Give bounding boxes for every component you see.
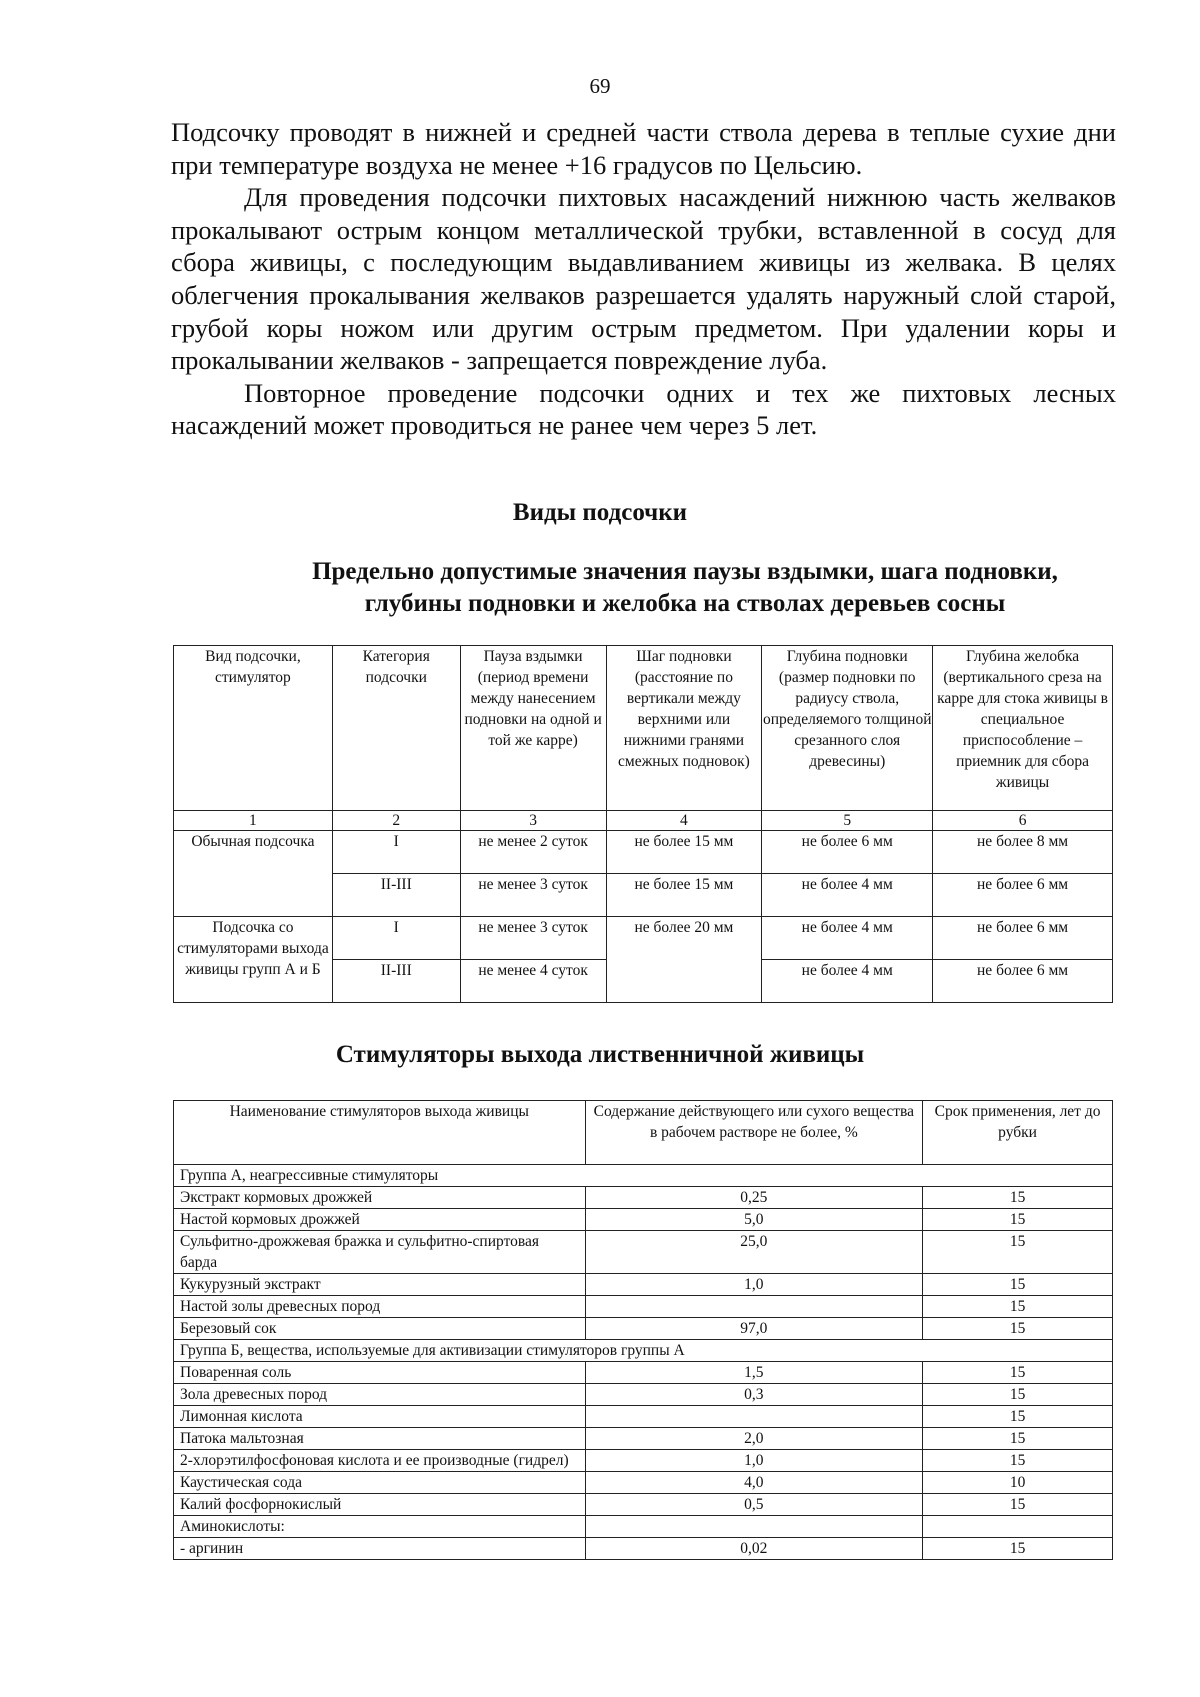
content-value: 0,25 xyxy=(585,1187,923,1209)
table-row xyxy=(174,917,1113,960)
stimulator-name: Патока мальтозная xyxy=(174,1428,586,1450)
depth-cell: не более 4 мм xyxy=(762,917,933,960)
term-value: 15 xyxy=(923,1274,1113,1296)
column-number: 3 xyxy=(460,811,606,831)
header-cell: Срок применения, лет до рубки xyxy=(923,1101,1113,1165)
stimulator-name: Аминокислоты: xyxy=(174,1516,586,1538)
header-cell: Категория подсочки xyxy=(332,646,460,811)
groove-cell: не более 6 мм xyxy=(933,874,1113,917)
group-label: Группа Б, вещества, используемые для активизации стимуляторов группы А xyxy=(174,1340,1113,1362)
step-cell: не более 20 мм xyxy=(606,917,762,1003)
content-value: 0,5 xyxy=(585,1494,923,1516)
table-header-row xyxy=(174,1101,1113,1165)
column-number: 5 xyxy=(762,811,933,831)
term-value xyxy=(923,1516,1113,1538)
table-row xyxy=(174,1494,1113,1516)
table-row xyxy=(174,1384,1113,1406)
group-row xyxy=(174,1340,1113,1362)
group-label: Группа А, неагрессивные стимуляторы xyxy=(174,1165,1113,1187)
pause-cell: не менее 2 суток xyxy=(460,831,606,874)
tapping-type-cell: Подсочка со стимуляторами выхода живицы групп А и Б xyxy=(174,917,333,1003)
group-row xyxy=(174,1165,1113,1187)
stimulator-name: - аргинин xyxy=(174,1538,586,1560)
stimulator-name: Зола древесных пород xyxy=(174,1384,586,1406)
stimulator-name: 2-хлорэтилфосфоновая кислота и ее производные (гидрел) xyxy=(174,1450,586,1472)
table-row xyxy=(174,1209,1113,1231)
step-cell: не более 15 мм xyxy=(606,874,762,917)
table-row xyxy=(174,1274,1113,1296)
content-value: 0,02 xyxy=(585,1538,923,1560)
column-number: 2 xyxy=(332,811,460,831)
header-cell: Содержание действующего или сухого вещества в рабочем растворе не более, % xyxy=(585,1101,923,1165)
category-cell: II-III xyxy=(332,960,460,1003)
header-cell: Глубина желобка (вертикального среза на карре для стока живицы в специальное приспособление – приемник для сбора живицы xyxy=(933,646,1113,811)
table-row xyxy=(174,1231,1113,1274)
term-value: 15 xyxy=(923,1384,1113,1406)
page-number: 69 xyxy=(589,74,611,98)
stimulator-name: Березовый сок xyxy=(174,1318,586,1340)
term-value: 15 xyxy=(923,1209,1113,1231)
table-row xyxy=(174,1450,1113,1472)
stimulator-name: Сульфитно-дрожжевая бражка и сульфитно-спиртовая барда xyxy=(174,1231,586,1274)
table-row xyxy=(174,831,1113,874)
content-value: 5,0 xyxy=(585,1209,923,1231)
paragraph: Подсочку проводят в нижней и средней части ствола дерева в теплые сухие дни при температуре воздуха не менее +16 градусов по Цельсию. xyxy=(171,117,1116,180)
term-value: 15 xyxy=(923,1450,1113,1472)
table2-title: Стимуляторы выхода лиственничной живицы xyxy=(335,1041,865,1068)
content-value: 25,0 xyxy=(585,1231,923,1274)
category-cell: II-III xyxy=(332,874,460,917)
pause-cell: не менее 3 суток xyxy=(460,917,606,960)
column-number: 1 xyxy=(174,811,333,831)
column-number: 4 xyxy=(606,811,762,831)
stimulators-table xyxy=(173,1100,1113,1560)
pause-cell: не менее 4 суток xyxy=(460,960,606,1003)
table-row xyxy=(174,1516,1113,1538)
term-value: 10 xyxy=(923,1472,1113,1494)
content-value xyxy=(585,1406,923,1428)
table-row xyxy=(174,1406,1113,1428)
content-value: 1,5 xyxy=(585,1362,923,1384)
body-text xyxy=(171,116,1116,442)
content-value: 0,3 xyxy=(585,1384,923,1406)
term-value: 15 xyxy=(923,1494,1113,1516)
tapping-limits-table xyxy=(173,645,1113,1003)
category-cell: I xyxy=(332,917,460,960)
groove-cell: не более 6 мм xyxy=(933,917,1113,960)
content-value: 1,0 xyxy=(585,1450,923,1472)
term-value: 15 xyxy=(923,1362,1113,1384)
table1-title-line2: глубины подновки и желобка на стволах деревьев сосны xyxy=(364,590,1006,617)
stimulator-name: Кукурузный экстракт xyxy=(174,1274,586,1296)
step-cell: не более 15 мм xyxy=(606,831,762,874)
header-cell: Шаг подновки (расстояние по вертикали между верхними или нижними гранями смежных подновок) xyxy=(606,646,762,811)
table1-title-line1: Предельно допустимые значения паузы вздымки, шага подновки, xyxy=(312,558,1058,585)
term-value: 15 xyxy=(923,1231,1113,1274)
table-header-row xyxy=(174,646,1113,811)
table-row xyxy=(174,1428,1113,1450)
stimulator-name: Экстракт кормовых дрожжей xyxy=(174,1187,586,1209)
header-cell: Наименование стимуляторов выхода живицы xyxy=(174,1101,586,1165)
term-value: 15 xyxy=(923,1318,1113,1340)
category-cell: I xyxy=(332,831,460,874)
term-value: 15 xyxy=(923,1428,1113,1450)
content-value: 1,0 xyxy=(585,1274,923,1296)
section-title: Виды подсочки xyxy=(512,499,688,526)
paragraph: Для проведения подсочки пихтовых насаждений нижнюю часть желваков прокалывают острым концом металлической трубки, вставленной в сосуд для сбора живицы, с последующим выдавливанием живицы из желвака. В целях облегчения прокалывания желваков разрешается удалять наружный слой старой, грубой коры ножом или другим острым предметом. При удалении коры и прокалывании желваков - запрещается повреждение луба. xyxy=(171,182,1116,376)
content-value: 97,0 xyxy=(585,1318,923,1340)
column-number: 6 xyxy=(933,811,1113,831)
stimulator-name: Калий фосфорнокислый xyxy=(174,1494,586,1516)
table1-title xyxy=(254,556,1116,620)
term-value: 15 xyxy=(923,1187,1113,1209)
table-row xyxy=(174,1538,1113,1560)
content-value xyxy=(585,1296,923,1318)
stimulator-name: Каустическая сода xyxy=(174,1472,586,1494)
groove-cell: не более 8 мм xyxy=(933,831,1113,874)
table-row xyxy=(174,1318,1113,1340)
stimulator-name: Поваренная соль xyxy=(174,1362,586,1384)
table-row xyxy=(174,1362,1113,1384)
term-value: 15 xyxy=(923,1538,1113,1560)
stimulator-name: Лимонная кислота xyxy=(174,1406,586,1428)
pause-cell: не менее 3 суток xyxy=(460,874,606,917)
depth-cell: не более 4 мм xyxy=(762,874,933,917)
depth-cell: не более 6 мм xyxy=(762,831,933,874)
content-value xyxy=(585,1516,923,1538)
paragraph: Повторное проведение подсочки одних и тех же пихтовых лесных насаждений может проводиться не ранее чем через 5 лет. xyxy=(171,377,1116,441)
depth-cell: не более 4 мм xyxy=(762,960,933,1003)
tapping-type-cell: Обычная подсочка xyxy=(174,831,333,917)
term-value: 15 xyxy=(923,1406,1113,1428)
term-value: 15 xyxy=(923,1296,1113,1318)
stimulator-name: Настой кормовых дрожжей xyxy=(174,1209,586,1231)
header-cell: Глубина подновки (размер подновки по радиусу ствола, определяемого толщиной срезанного слоя древесины) xyxy=(762,646,933,811)
groove-cell: не более 6 мм xyxy=(933,960,1113,1003)
header-cell: Пауза вздымки (период времени между нанесением подновки на одной и той же карре) xyxy=(460,646,606,811)
header-cell: Вид подсочки, стимулятор xyxy=(174,646,333,811)
content-value: 4,0 xyxy=(585,1472,923,1494)
table-row xyxy=(174,1296,1113,1318)
table-row xyxy=(174,1187,1113,1209)
content-value: 2,0 xyxy=(585,1428,923,1450)
column-number-row xyxy=(174,811,1113,831)
table-row xyxy=(174,1472,1113,1494)
stimulator-name: Настой золы древесных пород xyxy=(174,1296,586,1318)
